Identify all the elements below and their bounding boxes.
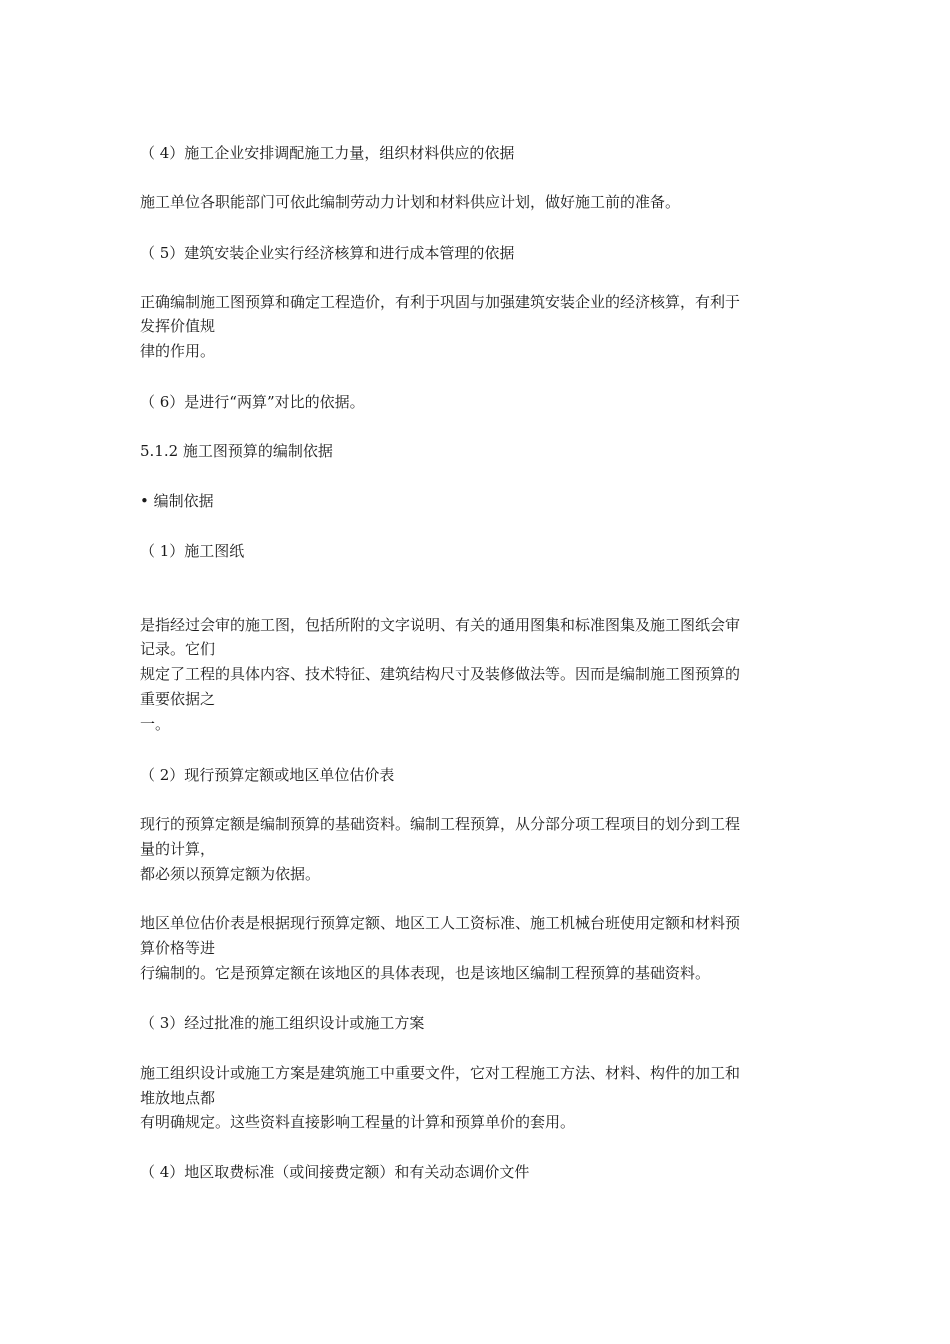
paragraph-line: 记录。它们 <box>140 640 216 658</box>
heading-item-5: （ 5）建筑安装企业实行经济核算和进行成本管理的依据 <box>140 244 515 262</box>
section-heading: 5.1.2 施工图预算的编制依据 <box>140 442 333 460</box>
paragraph-line: 堆放地点都 <box>140 1089 216 1107</box>
paragraph-line: 正确编制施工图预算和确定工程造价，有利于巩固与加强建筑安装企业的经济核算，有利于 <box>140 293 741 311</box>
paragraph-line: 算价格等进 <box>140 939 216 957</box>
heading-item-6: （ 6）是进行“两算”对比的依据。 <box>140 393 365 411</box>
heading-item-4b: （ 4）地区取费标准（或间接费定额）和有关动态调价文件 <box>140 1163 530 1181</box>
paragraph-line: 有明确规定。这些资料直接影响工程量的计算和预算单价的套用。 <box>140 1113 576 1131</box>
paragraph-line: 重要依据之 <box>140 690 216 708</box>
heading-item-4: （ 4）施工企业安排调配施工力量，组织材料供应的依据 <box>140 144 515 162</box>
paragraph-line: 律的作用。 <box>140 342 216 360</box>
heading-item-3: （ 3）经过批准的施工组织设计或施工方案 <box>140 1014 425 1032</box>
paragraph-line: 地区单位估价表是根据现行预算定额、地区工人工资标准、施工机械台班使用定额和材料预 <box>140 914 741 932</box>
heading-item-2: （ 2）现行预算定额或地区单位估价表 <box>140 766 395 784</box>
paragraph-line: 施工单位各职能部门可依此编制劳动力计划和材料供应计划，做好施工前的准备。 <box>140 193 681 211</box>
paragraph-line: 发挥价值规 <box>140 317 216 335</box>
paragraph-line: 行编制的。它是预算定额在该地区的具体表现，也是该地区编制工程预算的基础资料。 <box>140 964 711 982</box>
paragraph-line: 都必须以预算定额为依据。 <box>140 865 321 883</box>
paragraph-line: 规定了工程的具体内容、技术特征、建筑结构尺寸及装修做法等。因而是编制施工图预算的 <box>140 665 741 683</box>
paragraph-line: 现行的预算定额是编制预算的基础资料。编制工程预算，从分部分项工程项目的划分到工程 <box>140 815 741 833</box>
paragraph-line: 一。 <box>140 715 171 733</box>
paragraph-line: 施工组织设计或施工方案是建筑施工中重要文件，它对工程施工方法、材料、构件的加工和 <box>140 1064 741 1082</box>
heading-item-1: （ 1）施工图纸 <box>140 542 245 560</box>
paragraph-line: 量的计算， <box>140 840 216 858</box>
bullet-heading: • 编制依据 <box>140 492 214 510</box>
paragraph-line: 是指经过会审的施工图，包括所附的文字说明、有关的通用图集和标准图集及施工图纸会审 <box>140 616 741 634</box>
